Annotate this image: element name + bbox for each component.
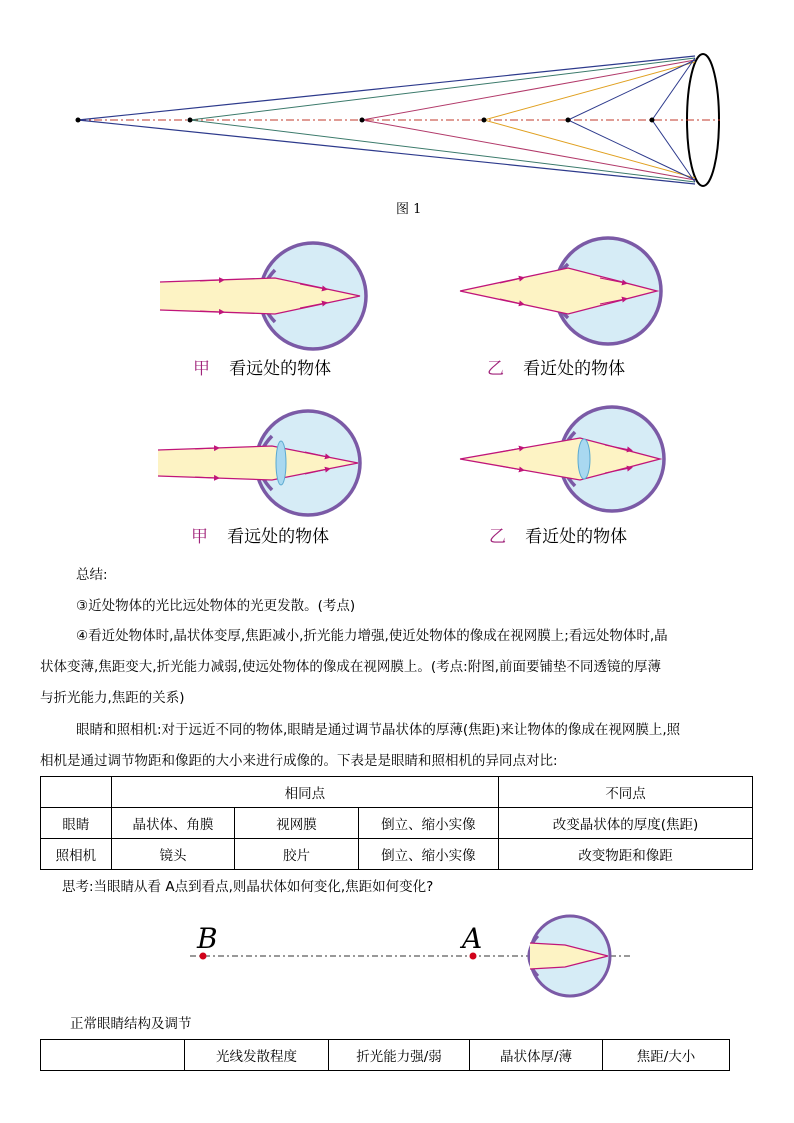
eye-bottom-left [158, 411, 360, 515]
label-prefix: 甲 [193, 359, 210, 379]
table-header: 光线发散程度 [185, 1040, 329, 1071]
point-3 [360, 118, 365, 123]
point-6 [650, 118, 655, 123]
summary-point-4-line3: 与折光能力,焦距的关系) [40, 690, 185, 706]
point-a-label: A [462, 922, 483, 955]
row-name: 照相机 [41, 839, 112, 870]
header-same: 相同点 [111, 777, 498, 808]
label-top-left [193, 354, 331, 379]
table-cell: 视网膜 [235, 808, 358, 839]
table-header: 晶状体厚/薄 [470, 1040, 603, 1071]
figure-1-cone-diagram [0, 0, 794, 200]
eye-top-right [460, 238, 661, 344]
table-row [41, 808, 753, 839]
small-eye [529, 916, 610, 996]
table-cell: 改变物距和像距 [499, 839, 753, 870]
table-cell [41, 777, 112, 808]
point-1 [76, 118, 81, 123]
row-name: 眼睛 [41, 808, 112, 839]
eye-top-left [160, 243, 366, 349]
point-5 [566, 118, 571, 123]
label-top-right [487, 354, 625, 379]
table-cell: 改变晶状体的厚度(焦距) [499, 808, 753, 839]
table-cell: 晶状体、角膜 [111, 808, 235, 839]
label-bottom-left [191, 522, 329, 547]
summary-point-4-line1: ④看近处物体时,晶状体变厚,焦距减小,折光能力增强,使近处物体的像成在视网膜上;看远处物体时,晶 [76, 628, 668, 644]
eye-structure-table [40, 1039, 730, 1071]
eye-camera-para-line1: 眼睛和照相机:对于远近不同的物体,眼睛是通过调节晶状体的厚薄(焦距)来让物体的像成在视网膜上,照 [76, 722, 681, 738]
point-4 [482, 118, 487, 123]
table-row [41, 777, 753, 808]
table-cell: 胶片 [235, 839, 358, 870]
eye-diagrams [0, 230, 794, 530]
figure-1-caption: 图 1 [396, 202, 422, 217]
eye-bottom-right [460, 407, 664, 511]
eye-camera-para-line2: 相机是通过调节物距和像距的大小来进行成像的。下表是是眼睛和照相机的异同点对比: [40, 753, 558, 769]
table-header [41, 1040, 185, 1071]
table-header: 折光能力强/弱 [329, 1040, 470, 1071]
table-row [41, 839, 753, 870]
label-bottom-right [489, 522, 627, 547]
summary-point-4-line2: 状体变薄,焦距变大,折光能力减弱,使远处物体的像成在视网膜上。(考点:附图,前面要铺垫不同透镜的厚薄 [40, 659, 661, 675]
eye-camera-table [40, 776, 753, 870]
label-prefix: 甲 [191, 527, 208, 547]
summary-point-3: ③近处物体的光比远处物体的光更发散。(考点) [76, 598, 356, 614]
header-diff: 不同点 [499, 777, 753, 808]
label-text: 看远处的物体 [227, 527, 330, 547]
table-cell: 镜头 [111, 839, 235, 870]
label-prefix: 乙 [487, 359, 504, 379]
table-cell: 倒立、缩小实像 [358, 839, 498, 870]
table-cell: 倒立、缩小实像 [358, 808, 498, 839]
point-b-label: B [197, 922, 218, 955]
label-prefix: 乙 [489, 527, 506, 547]
summary-heading: 总结: [76, 567, 108, 583]
label-text: 看远处的物体 [229, 359, 332, 379]
think-question: 思考:当眼睛从看 A点到看点,则晶状体如何变化,焦距如何变化? [62, 879, 434, 895]
label-text: 看近处的物体 [523, 359, 626, 379]
table-row [41, 1040, 730, 1071]
section-title: 正常眼睛结构及调节 [70, 1016, 192, 1032]
label-text: 看近处的物体 [525, 527, 628, 547]
table-header: 焦距/大小 [603, 1040, 730, 1071]
think-diagram [0, 905, 794, 1005]
point-2 [188, 118, 193, 123]
